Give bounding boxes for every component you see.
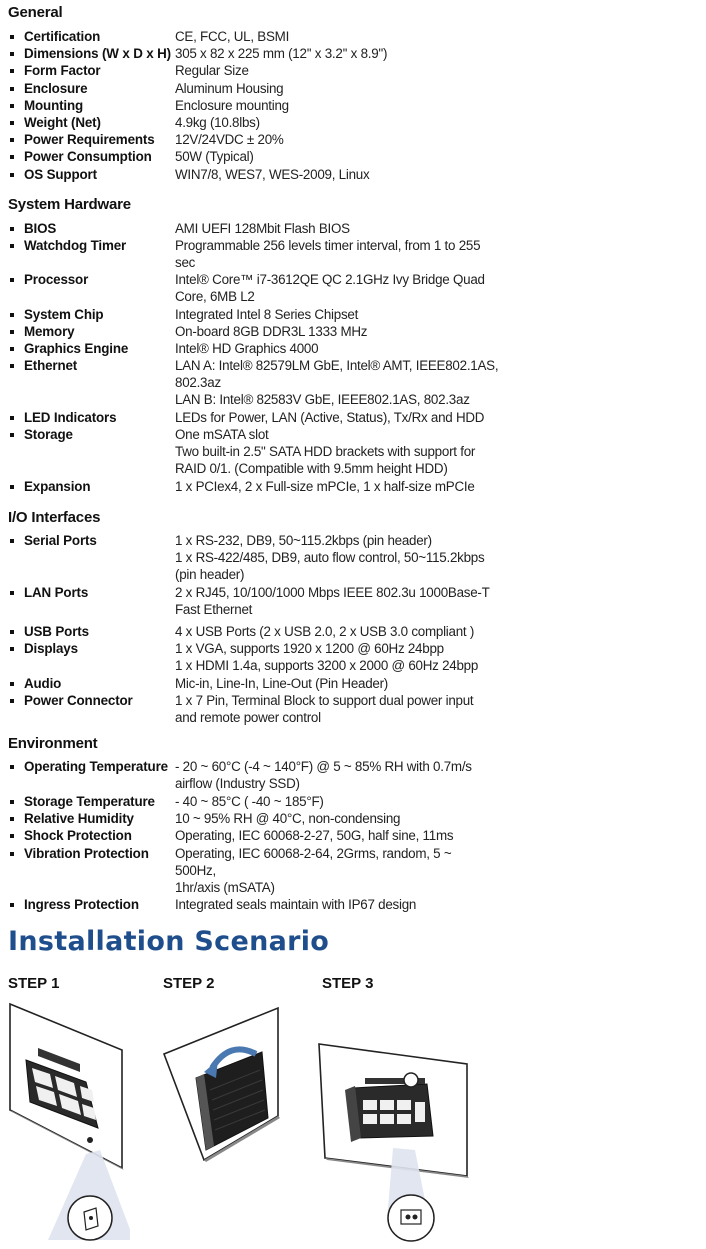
spec-label: Dimensions (W x D x H) (24, 46, 171, 61)
spec-value-line: Enclosure mounting (175, 98, 289, 113)
spec-label: Shock Protection (24, 828, 132, 843)
spec-label: Storage (24, 427, 73, 442)
spec-value (175, 97, 475, 114)
spec-value (175, 845, 475, 897)
spec-value-line: 4.9kg (10.8lbs) (175, 115, 260, 130)
spec-label: Displays (24, 641, 78, 656)
spec-value-line: 2 x RJ45, 10/100/1000 Mbps IEEE 802.3u 1000Base-T (175, 585, 490, 600)
step-1-label: STEP 1 (8, 975, 60, 992)
bullet-icon (10, 699, 14, 703)
spec-value (175, 80, 475, 97)
bullet-icon (10, 682, 14, 686)
bullet-icon (10, 800, 14, 804)
bullet-icon (10, 173, 14, 177)
spec-value-line: airflow (Industry SSD) (175, 776, 300, 792)
step-3-label: STEP 3 (322, 975, 374, 992)
spec-label: Ingress Protection (24, 897, 139, 912)
spec-value-line: Integrated Intel 8 Series Chipset (175, 307, 359, 322)
spec-value-line: LEDs for Power, LAN (Active, Status), Tx/Rx and HDD (175, 410, 485, 425)
installation-title: Installation Scenario (8, 926, 330, 957)
bullet-icon (10, 244, 14, 248)
bullet-icon (10, 121, 14, 125)
spec-value (175, 166, 475, 183)
bullet-icon (10, 852, 14, 856)
spec-value (175, 306, 475, 323)
spec-value-line: One mSATA slot (175, 427, 269, 442)
spec-value (175, 478, 475, 495)
spec-label: Ethernet (24, 358, 78, 373)
spec-label: OS Support (24, 167, 97, 182)
step-2-illustration (160, 1000, 285, 1165)
spec-value (175, 758, 475, 792)
spec-value-line: AMI UEFI 128Mbit Flash BIOS (175, 221, 350, 236)
bullet-icon (10, 817, 14, 821)
spec-value (175, 62, 475, 79)
spec-label: Processor (24, 272, 89, 287)
bullet-icon (10, 35, 14, 39)
spec-label: Storage Temperature (24, 794, 155, 809)
spec-value (175, 675, 475, 692)
bullet-icon (10, 647, 14, 651)
spec-value-line: 500Hz, (175, 863, 216, 879)
spec-value-line: 1 x PCIex4, 2 x Full-size mPCIe, 1 x half-size mPCIe (175, 479, 475, 494)
bullet-icon (10, 347, 14, 351)
spec-value-line: (pin header) (175, 567, 245, 583)
spec-value (175, 426, 475, 478)
bullet-icon (10, 903, 14, 907)
spec-value (175, 810, 475, 827)
bullet-icon (10, 313, 14, 317)
spec-label: Audio (24, 676, 62, 691)
spec-label: Weight (Net) (24, 115, 101, 130)
spec-value-line: Programmable 256 levels timer interval, from 1 to 255 (175, 238, 481, 253)
bullet-icon (10, 485, 14, 489)
spec-label: Relative Humidity (24, 811, 134, 826)
bullet-icon (10, 539, 14, 543)
spec-value (175, 409, 485, 426)
spec-label: Form Factor (24, 63, 101, 78)
spec-value-line: RAID 0/1. (Compatible with 9.5mm height HDD) (175, 461, 448, 477)
spec-value (175, 114, 475, 131)
spec-value (175, 45, 475, 62)
spec-value-line: CE, FCC, UL, BSMI (175, 29, 290, 44)
bullet-icon (10, 591, 14, 595)
spec-value (175, 640, 479, 674)
spec-value (175, 584, 490, 618)
section-title: System Hardware (8, 196, 131, 213)
spec-value (175, 323, 475, 340)
spec-label: Serial Ports (24, 533, 97, 548)
section-title: I/O Interfaces (8, 509, 101, 526)
spec-label: System Chip (24, 307, 104, 322)
spec-value-line: 12V/24VDC ± 20% (175, 132, 284, 147)
spec-value-line: 1 x 7 Pin, Terminal Block to support dual power input (175, 693, 474, 708)
spec-label: Operating Temperature (24, 759, 168, 774)
spec-value-line: Regular Size (175, 63, 249, 78)
spec-value-line: 50W (Typical) (175, 149, 254, 164)
spec-value (175, 827, 475, 844)
bullet-icon (10, 278, 14, 282)
spec-value-line: LAN B: Intel® 82583V GbE, IEEE802.1AS, 802.3az (175, 392, 470, 408)
spec-label: Expansion (24, 479, 91, 494)
spec-value (175, 896, 475, 913)
spec-value (175, 340, 475, 357)
bullet-icon (10, 227, 14, 231)
spec-value-line: LAN A: Intel® 82579LM GbE, Intel® AMT, IEEE802.1AS, (175, 358, 499, 373)
spec-label: Vibration Protection (24, 846, 149, 861)
spec-value (175, 692, 475, 726)
spec-value (175, 793, 475, 810)
spec-value (175, 148, 475, 165)
bullet-icon (10, 834, 14, 838)
spec-value (175, 623, 475, 640)
spec-label: Memory (24, 324, 75, 339)
spec-value (175, 532, 485, 584)
bullet-icon (10, 69, 14, 73)
spec-value-line: On-board 8GB DDR3L 1333 MHz (175, 324, 368, 339)
bullet-icon (10, 330, 14, 334)
spec-value-line: - 20 ~ 60°C (-4 ~ 140°F) @ 5 ~ 85% RH with 0.7m/s (175, 759, 472, 774)
spec-value-line: 1hr/axis (mSATA) (175, 880, 275, 896)
section-title: Environment (8, 735, 98, 752)
bullet-icon (10, 155, 14, 159)
bullet-icon (10, 416, 14, 420)
spec-label: Power Consumption (24, 149, 152, 164)
spec-label: Watchdog Timer (24, 238, 127, 253)
spec-value-line: Integrated seals maintain with IP67 design (175, 897, 417, 912)
bullet-icon (10, 433, 14, 437)
spec-label: Mounting (24, 98, 84, 113)
spec-value-line: 1 x RS-422/485, DB9, auto flow control, 50~115.2kbps (175, 550, 485, 566)
spec-value-line: 1 x HDMI 1.4a, supports 3200 x 2000 @ 60Hz 24bpp (175, 658, 479, 674)
spec-value-line: Fast Ethernet (175, 602, 253, 618)
spec-value-line: 1 x RS-232, DB9, 50~115.2kbps (pin header) (175, 533, 432, 548)
spec-value-line: Operating, IEC 60068-2-64, 2Grms, random, 5 ~ (175, 846, 452, 861)
spec-value-line: Intel® HD Graphics 4000 (175, 341, 319, 356)
spec-label: LAN Ports (24, 585, 89, 600)
spec-value-line: Intel® Core™ i7-3612QE QC 2.1GHz Ivy Bridge Quad (175, 272, 485, 287)
spec-label: USB Ports (24, 624, 89, 639)
section-title: General (8, 4, 63, 21)
spec-value-line: 1 x VGA, supports 1920 x 1200 @ 60Hz 24bpp (175, 641, 444, 656)
device-icon (345, 1078, 433, 1142)
spec-value (175, 28, 475, 45)
step-3-illustration (315, 1040, 475, 1245)
spec-value (175, 220, 475, 237)
spec-value-line: 802.3az (175, 375, 221, 391)
spec-value-line: 10 ~ 95% RH @ 40°C, non-condensing (175, 811, 401, 826)
spec-value (175, 131, 475, 148)
spec-value-line: Aluminum Housing (175, 81, 284, 96)
spec-value-line: Mic-in, Line-In, Line-Out (Pin Header) (175, 676, 389, 691)
bullet-icon (10, 52, 14, 56)
bullet-icon (10, 364, 14, 368)
spec-value-line: - 40 ~ 85°C ( -40 ~ 185°F) (175, 794, 324, 809)
spec-label: Graphics Engine (24, 341, 129, 356)
spec-value-line: Core, 6MB L2 (175, 289, 255, 305)
spec-value-line: Operating, IEC 60068-2-27, 50G, half sine, 11ms (175, 828, 454, 843)
bullet-icon (10, 87, 14, 91)
spec-value-line: 305 x 82 x 225 mm (12'' x 3.2'' x 8.9'') (175, 46, 388, 61)
spec-value-line: 4 x USB Ports (2 x USB 2.0, 2 x USB 3.0 compliant ) (175, 624, 475, 639)
step-1-illustration (0, 1000, 130, 1245)
spec-label: BIOS (24, 221, 57, 236)
spec-value (175, 237, 481, 271)
bullet-icon (10, 104, 14, 108)
spec-value-line: WIN7/8, WES7, WES-2009, Linux (175, 167, 370, 182)
bullet-icon (10, 765, 14, 769)
spec-label: Certification (24, 29, 101, 44)
spec-value-line: and remote power control (175, 710, 321, 726)
spec-value (175, 357, 499, 409)
spec-value-line: sec (175, 255, 196, 271)
bullet-icon (10, 630, 14, 634)
step-2-label: STEP 2 (163, 975, 215, 992)
spec-label: Enclosure (24, 81, 88, 96)
spec-label: Power Requirements (24, 132, 155, 147)
spec-value (175, 271, 485, 305)
spec-label: LED Indicators (24, 410, 117, 425)
spec-label: Power Connector (24, 693, 133, 708)
spec-value-line: Two built-in 2.5" SATA HDD brackets with support for (175, 444, 476, 460)
bullet-icon (10, 138, 14, 142)
